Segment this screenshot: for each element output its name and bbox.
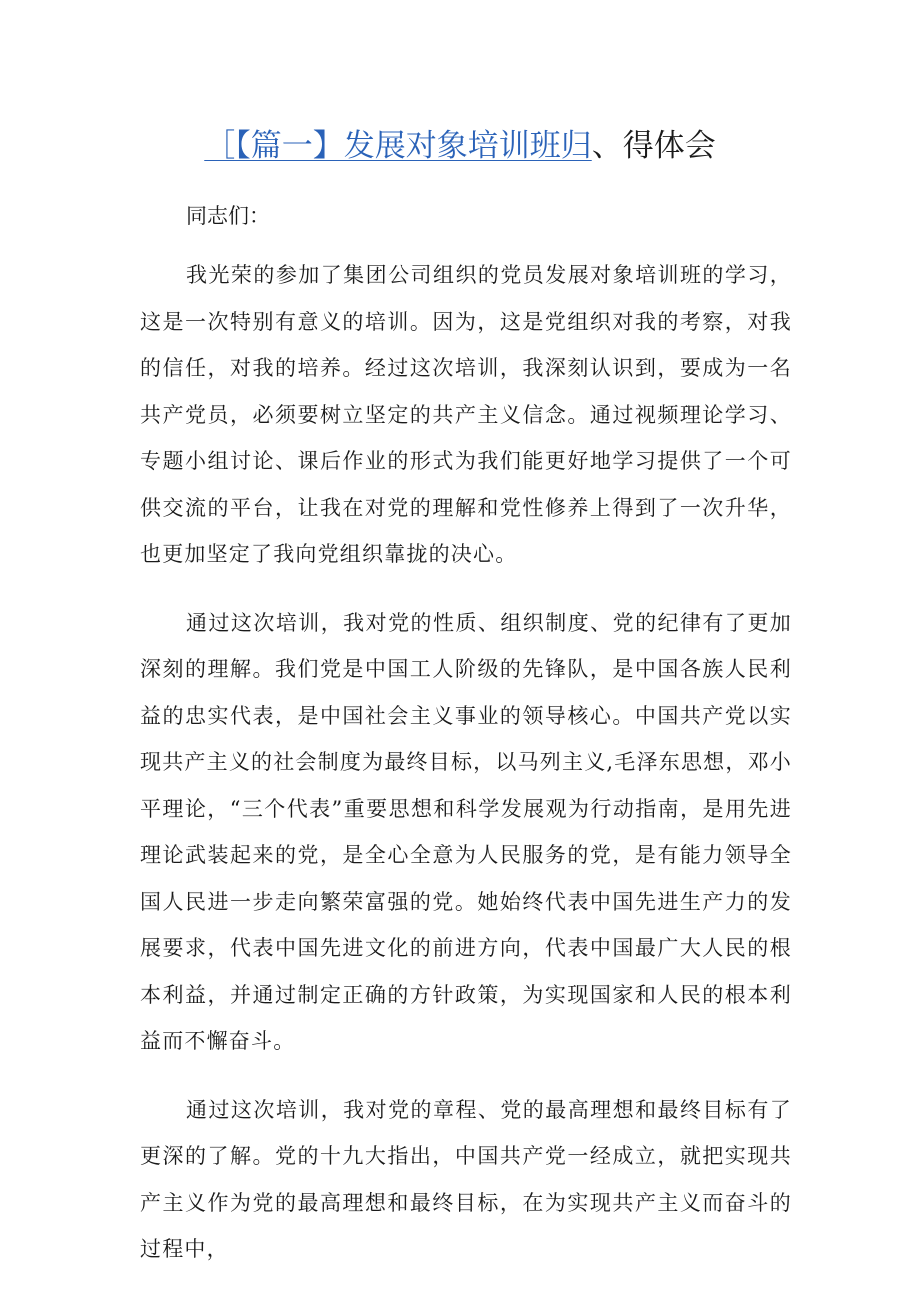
title-rest: 、得体会 <box>591 128 716 164</box>
document-body <box>140 252 792 1295</box>
title-link[interactable]: ［【篇一】发展对象培训班归 <box>204 128 592 164</box>
paragraph-2: 通过这次培训，我对党的性质、组织制度、党的纪律有了更加深刻的理解。我们党是中国工人阶级的先锋队，是中国各族人民利益的忠实代表，是中国社会主义事业的领导核心。中国共产党以实现共产主义的社会制度为最终目标，以马列主义,毛泽东思想，邓小平理论，“三个代表”重要思想和科学发展观为行动指南，是用先进理论武装起来的党，是全心全意为人民服务的党，是有能力领导全国人民进一步走向繁荣富强的党。她始终代表中国先进生产力的发展要求，代表中国先进文化的前进方向，代表中国最广大人民的根本利益，并通过制定正确的方针政策，为实现国家和人民的根本利益而不懈奋斗。 <box>140 610 792 1053</box>
paragraph-3: 通过这次培训，我对党的章程、党的最高理想和最终目标有了更深的了解。党的十九大指出，中国共产党一经成立，就把实现共产主义作为党的最高理想和最终目标，在为实现共产主义而奋斗的过程中， <box>140 1097 792 1261</box>
document-title <box>0 122 920 170</box>
paragraph-1: 我光荣的参加了集团公司组织的党员发展对象培训班的学习，这是一次特别有意义的培训。因为，这是党组织对我的考察，对我的信任，对我的培养。经过这次培训，我深刻认识到，要成为一名共产党员，必须要树立坚定的共产主义信念。通过视频理论学习、专题小组讨论、课后作业的形式为我们能更好地学习提供了一个可供交流的平台，让我在对党的理解和党性修养上得到了一次升华，也更加坚定了我向党组织靠拢的决心。 <box>140 263 792 566</box>
greeting: 同志们： <box>186 204 270 228</box>
